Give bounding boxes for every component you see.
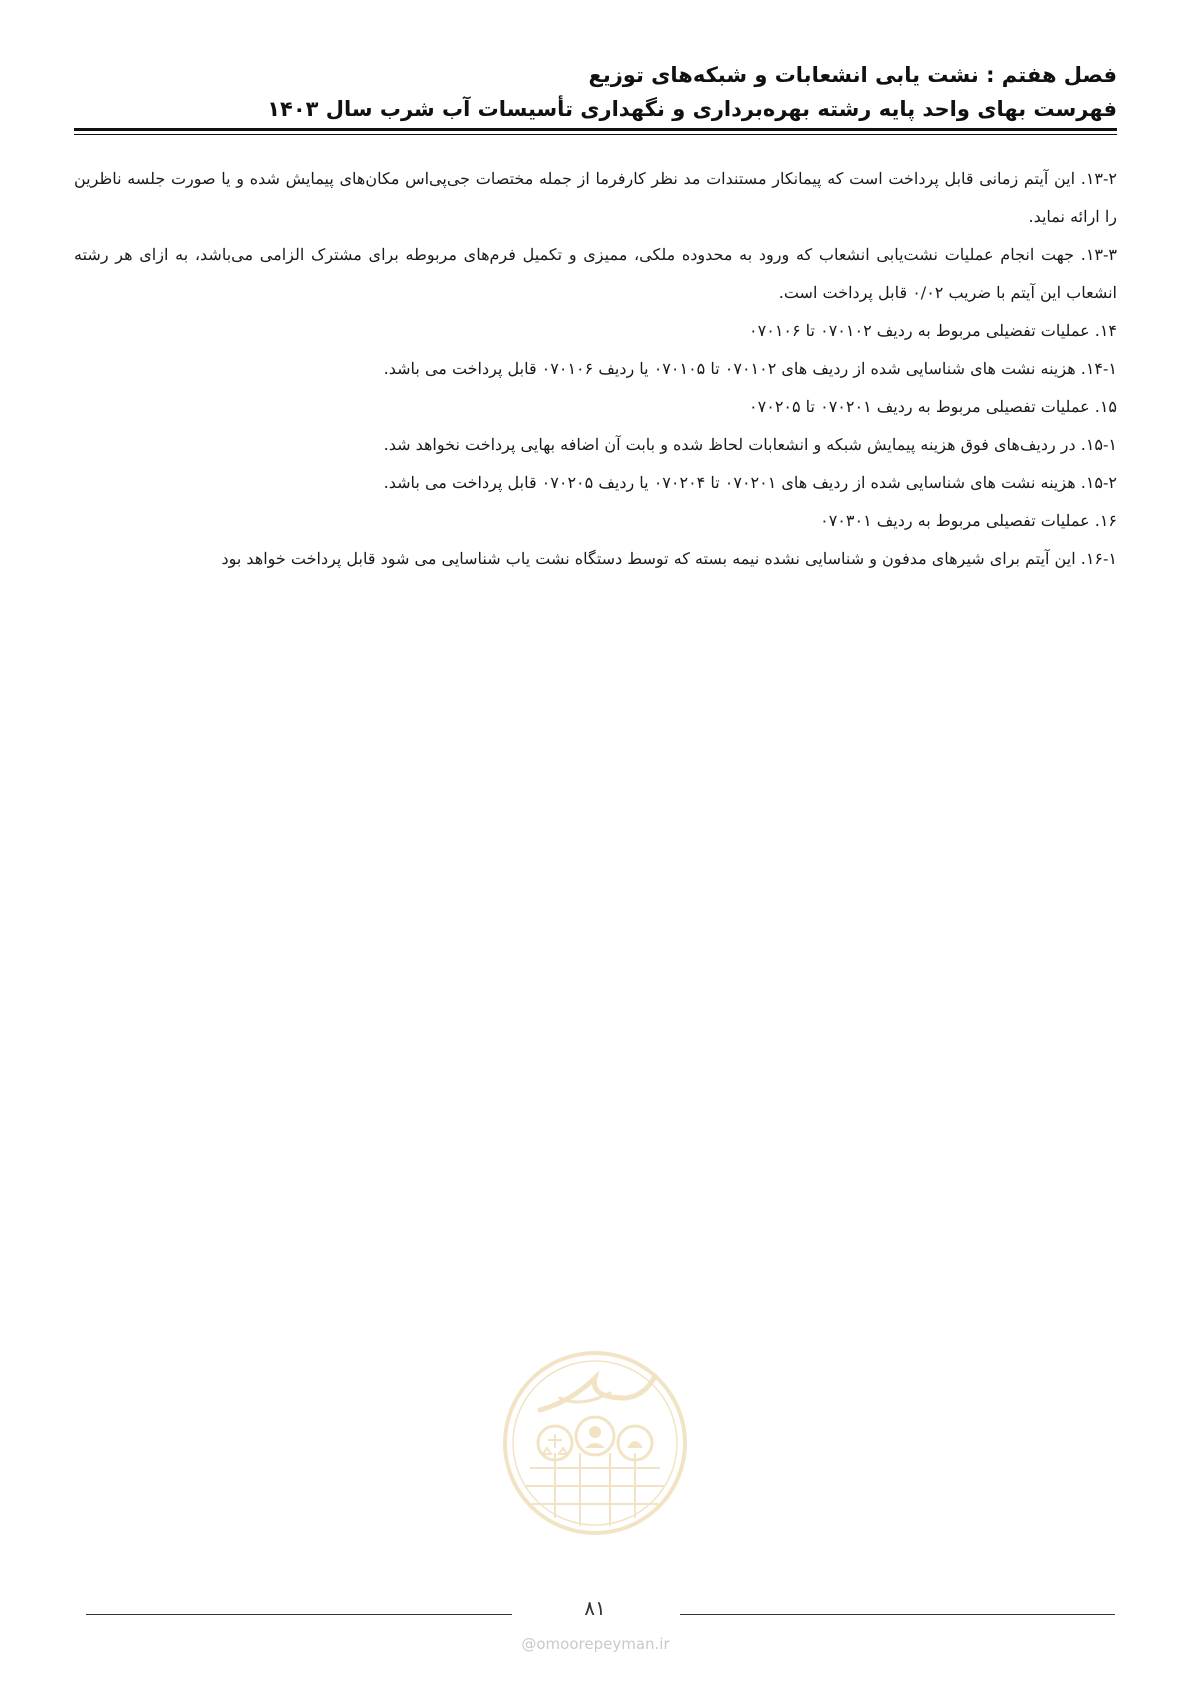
page-header <box>77 58 1117 126</box>
paragraph-14: ۱۴. عملیات تفضیلی مربوط به ردیف ۰۷۰۱۰۲ تا ۰۷۰۱۰۶ <box>749 321 1117 340</box>
paragraph-16-1: ۱۶-۱. این آیتم برای شیرهای مدفون و شناسایی نشده نیمه بسته که توسط دستگاه نشت یاب شناسایی می شود قابل پرداخت خواهد بود <box>221 549 1117 568</box>
paragraph-13-3: ۱۳-۳. جهت انجام عملیات نشت‌یابی انشعاب که ورود به محدوده ملکی، ممیزی و تکمیل فرم‌های مربوطه برای مشترک الزامی می‌باشد، به ازای هر رشته انشعاب این آیتم با ضریب ۰/۰۲ قابل پرداخت است. <box>74 245 1117 302</box>
chapter-title: فصل هفتم : نشت یابی انشعابات و شبکه‌های توزیع <box>588 63 1117 87</box>
header-rule-thick <box>74 128 1117 131</box>
paragraph-16: ۱۶. عملیات تفصیلی مربوط به ردیف ۰۷۰۳۰۱ <box>820 511 1117 530</box>
paragraph-15: ۱۵. عملیات تفصیلی مربوط به ردیف ۰۷۰۲۰۱ تا ۰۷۰۲۰۵ <box>749 397 1117 416</box>
header-rule-thin <box>74 134 1117 135</box>
page-number: ۸۱ <box>584 1596 606 1620</box>
footer-rule-left <box>86 1614 512 1615</box>
paragraph-13-2: ۱۳-۲. این آیتم زمانی قابل پرداخت است که پیمانکار مستندات مد نظر کارفرما از جمله مختصات جی‌پی‌اس مکان‌های پیمایش شده و یا صورت جلسه ناظرین را ارائه نماید. <box>74 169 1117 226</box>
paragraph-14-1: ۱۴-۱. هزینه نشت های شناسایی شده از ردیف های ۰۷۰۱۰۲ تا ۰۷۰۱۰۵ یا ردیف ۰۷۰۱۰۶ قابل پرداخت می باشد. <box>383 359 1117 378</box>
website-watermark: @omoorepeyman.ir <box>521 1635 670 1653</box>
document-body <box>74 160 1117 578</box>
paragraph-15-1: ۱۵-۱. در ردیف‌های فوق هزینه پیمایش شبکه و انشعابات لحاظ شده و بابت آن اضافه بهایی پرداخت نخواهد شد. <box>383 435 1117 454</box>
footer-rule-right <box>680 1614 1115 1615</box>
document-title: فهرست بهای واحد پایه رشته بهره‌برداری و نگهداری تأسیسات آب شرب سال ۱۴۰۳ <box>267 97 1117 121</box>
watermark-logo <box>500 1348 690 1538</box>
paragraph-15-2: ۱۵-۲. هزینه نشت های شناسایی شده از ردیف های ۰۷۰۲۰۱ تا ۰۷۰۲۰۴ یا ردیف ۰۷۰۲۰۵ قابل پرداخت می باشد. <box>383 473 1117 492</box>
